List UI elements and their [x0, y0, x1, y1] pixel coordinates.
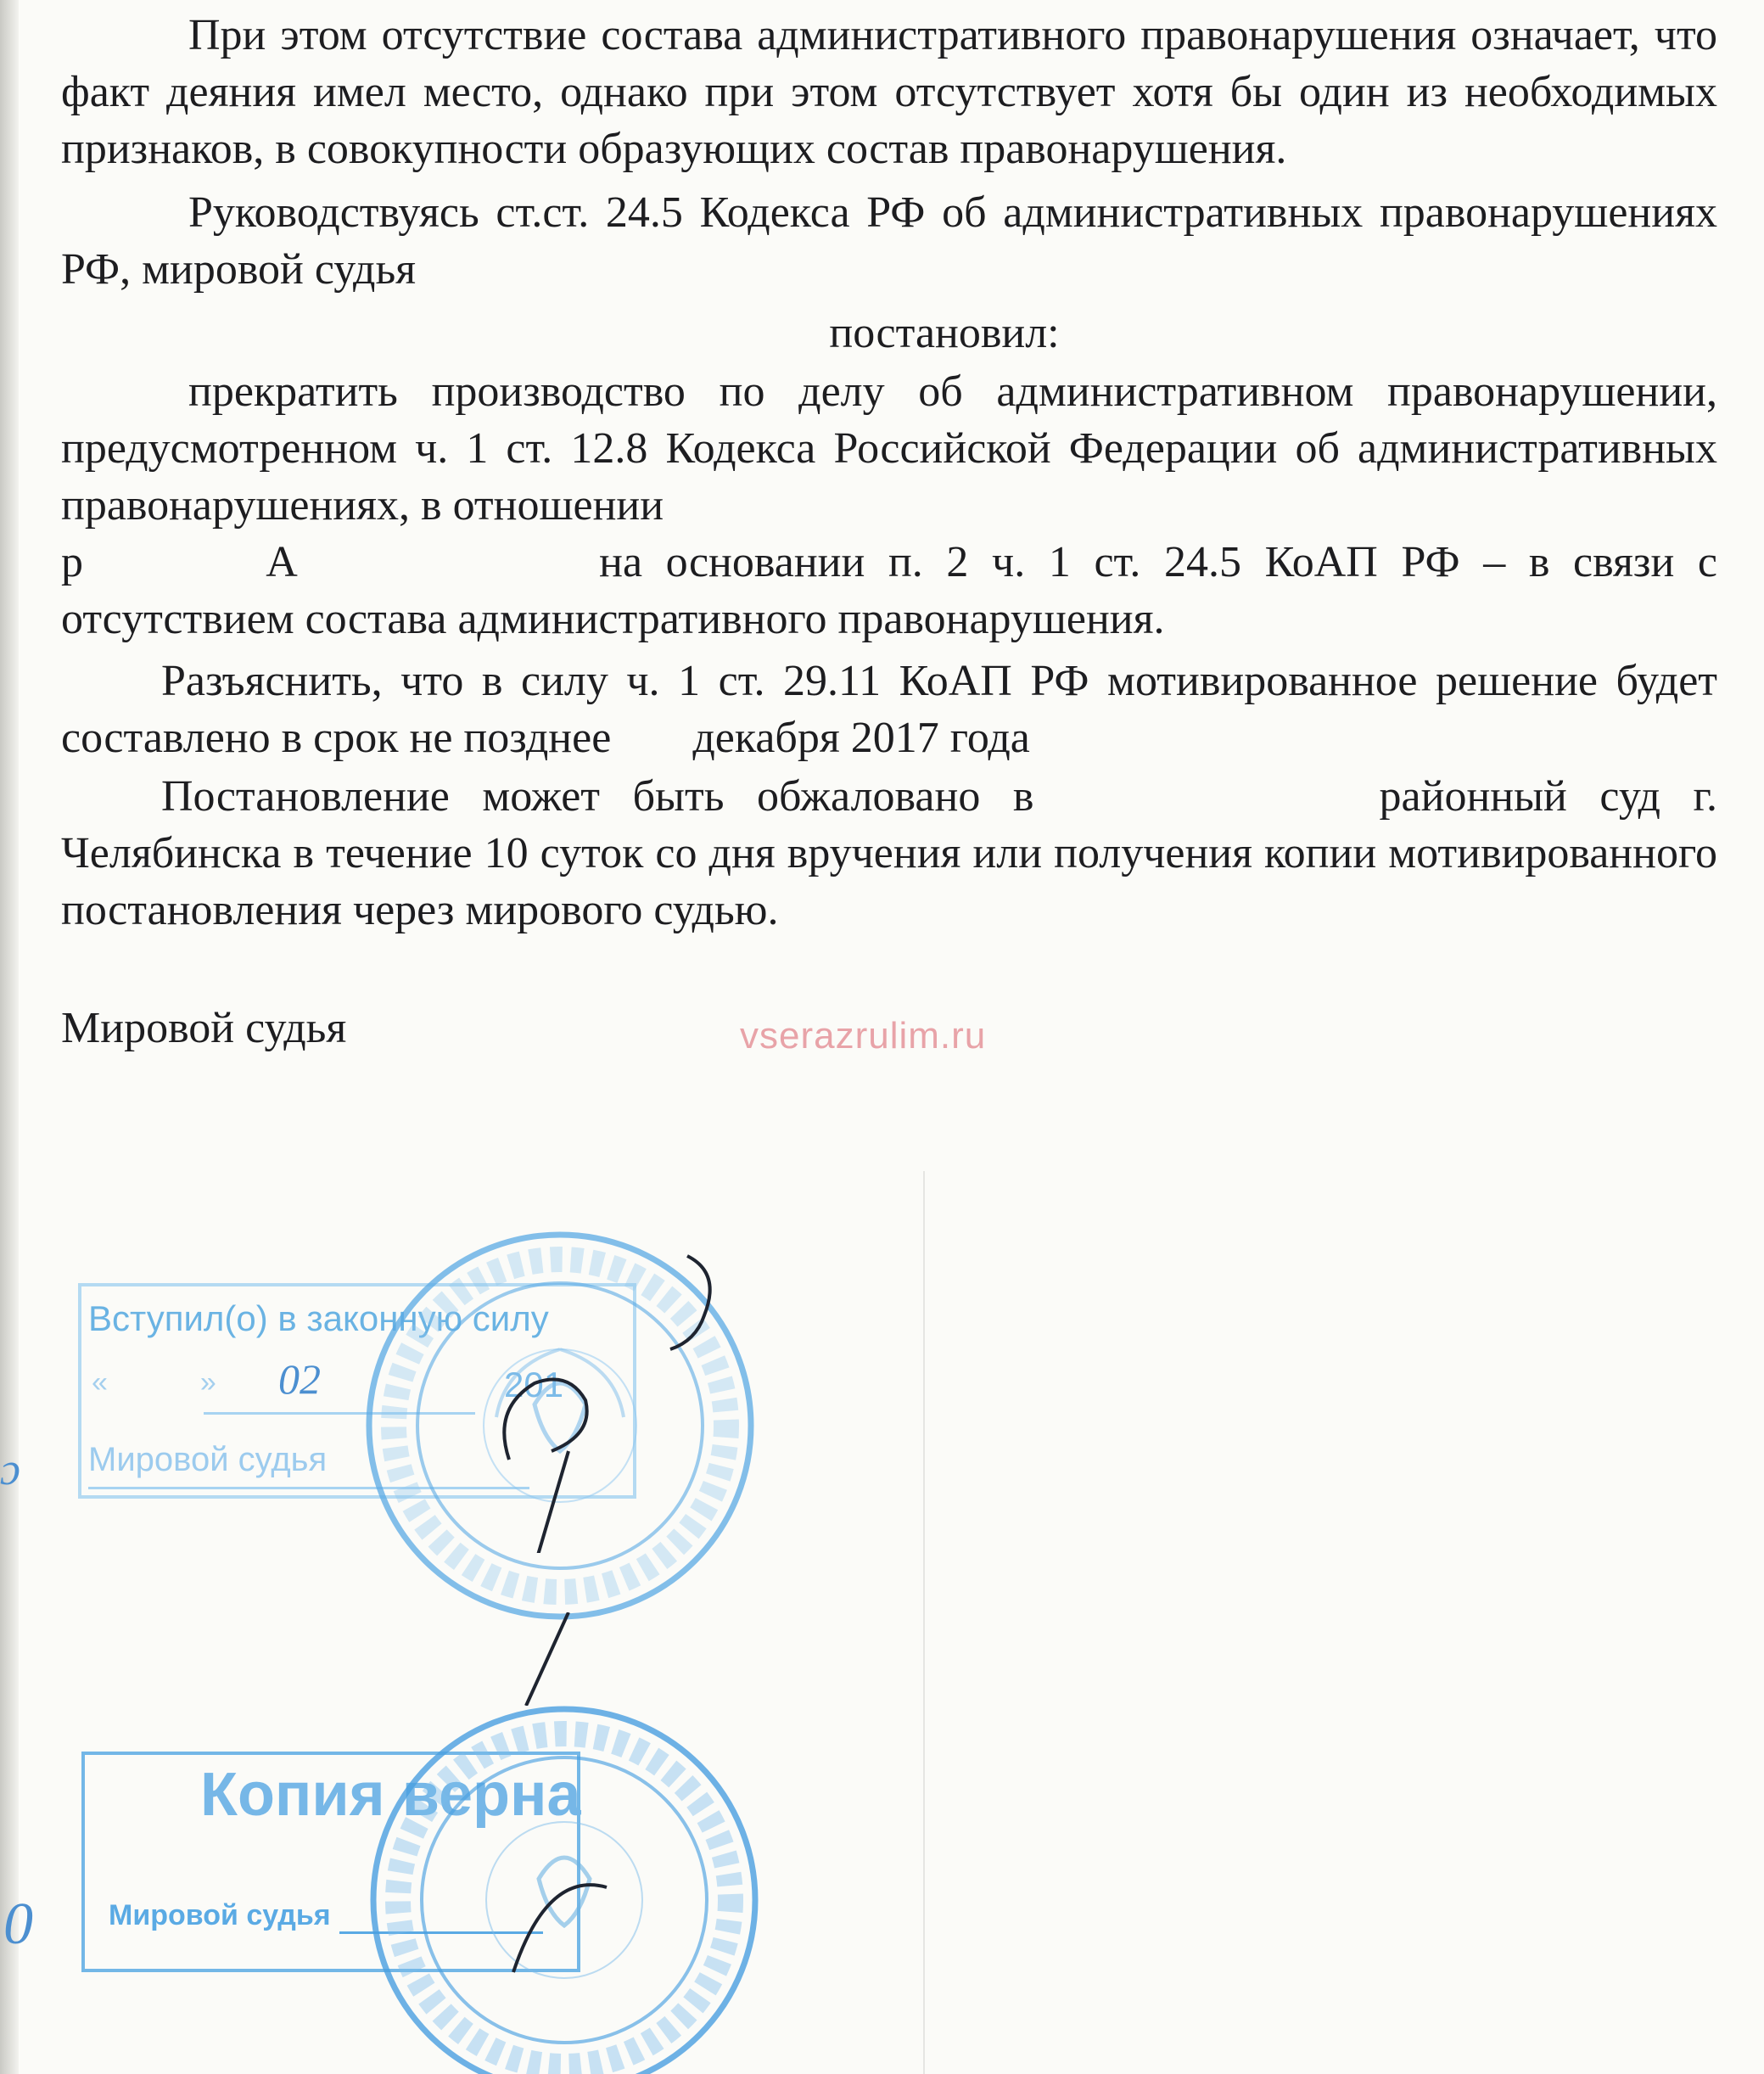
redacted-name-prefix: р — [61, 538, 83, 586]
appeal-text-rest: районный суд г. Челябинска в течение 10 суток со дня вручения или получения копии мотивированного постановления через мирового судью. — [61, 772, 1718, 934]
paragraph-explain — [61, 653, 1717, 766]
appeal-text: Постановление может быть обжаловано в — [161, 772, 1034, 821]
paragraph-ruling-subject — [61, 534, 1717, 647]
signature-label: Мировой судья — [61, 1004, 347, 1052]
margin-mark-1: ɔ — [0, 1443, 20, 1494]
court-seal-2 — [356, 1692, 772, 2074]
legal-force-judge-label: Мировой судья — [88, 1441, 328, 1478]
date-close-quote: » — [199, 1366, 216, 1399]
paragraph-appeal — [61, 768, 1717, 939]
stamp-date-month: 02 — [278, 1355, 321, 1403]
ruling-basis: на основании п. 2 ч. 1 ст. 24.5 КоАП РФ – в связи с отсутствием состава административного правонарушения. — [61, 538, 1718, 643]
copy-judge-label: Мировой судья — [109, 1899, 331, 1931]
paragraph-absence: При этом отсутствие состава административного правонарушения означает, что факт деяния имел место, однако при этом отсутствует хотя бы один из необходимых признаков, в совокупности образующих состав правонарушения. — [61, 11, 1717, 173]
redacted-name-initial: А — [266, 538, 298, 586]
page-edge-shadow — [0, 0, 19, 2074]
paragraph-ruling: прекратить производство по делу об административном правонарушении, предусмотренном ч. 1 ст. 12.8 Кодекса Российской Федерации об административных правонарушениях, в отношении — [61, 367, 1717, 530]
explain-text: Разъяснить, что в силу ч. 1 ст. 29.11 КоАП РФ мотивированное решение будет составлено в срок не позднее — [61, 657, 1717, 762]
stamp-date-year: 201 — [504, 1365, 564, 1404]
signature-scribble-1 — [475, 1247, 781, 1553]
legal-force-title: Вступил(о) в законную силу — [88, 1298, 549, 1338]
document-body — [61, 0, 1717, 1057]
date-open-quote: « — [92, 1366, 108, 1399]
copy-correct-title: Копия верна — [200, 1761, 581, 1829]
explain-date: декабря 2017 года — [692, 714, 1030, 762]
site-watermark: vserazrulim.ru — [740, 1015, 987, 1057]
paper-fold — [923, 1171, 925, 2074]
ruling-heading: постановил: — [829, 309, 1060, 357]
paragraph-guided-by: Руководствуясь ст.ст. 24.5 Кодекса РФ об административных правонарушениях РФ, мировой судья — [61, 188, 1717, 294]
margin-mark-2: 0 — [3, 1892, 33, 1957]
legal-force-date — [92, 1366, 216, 1399]
